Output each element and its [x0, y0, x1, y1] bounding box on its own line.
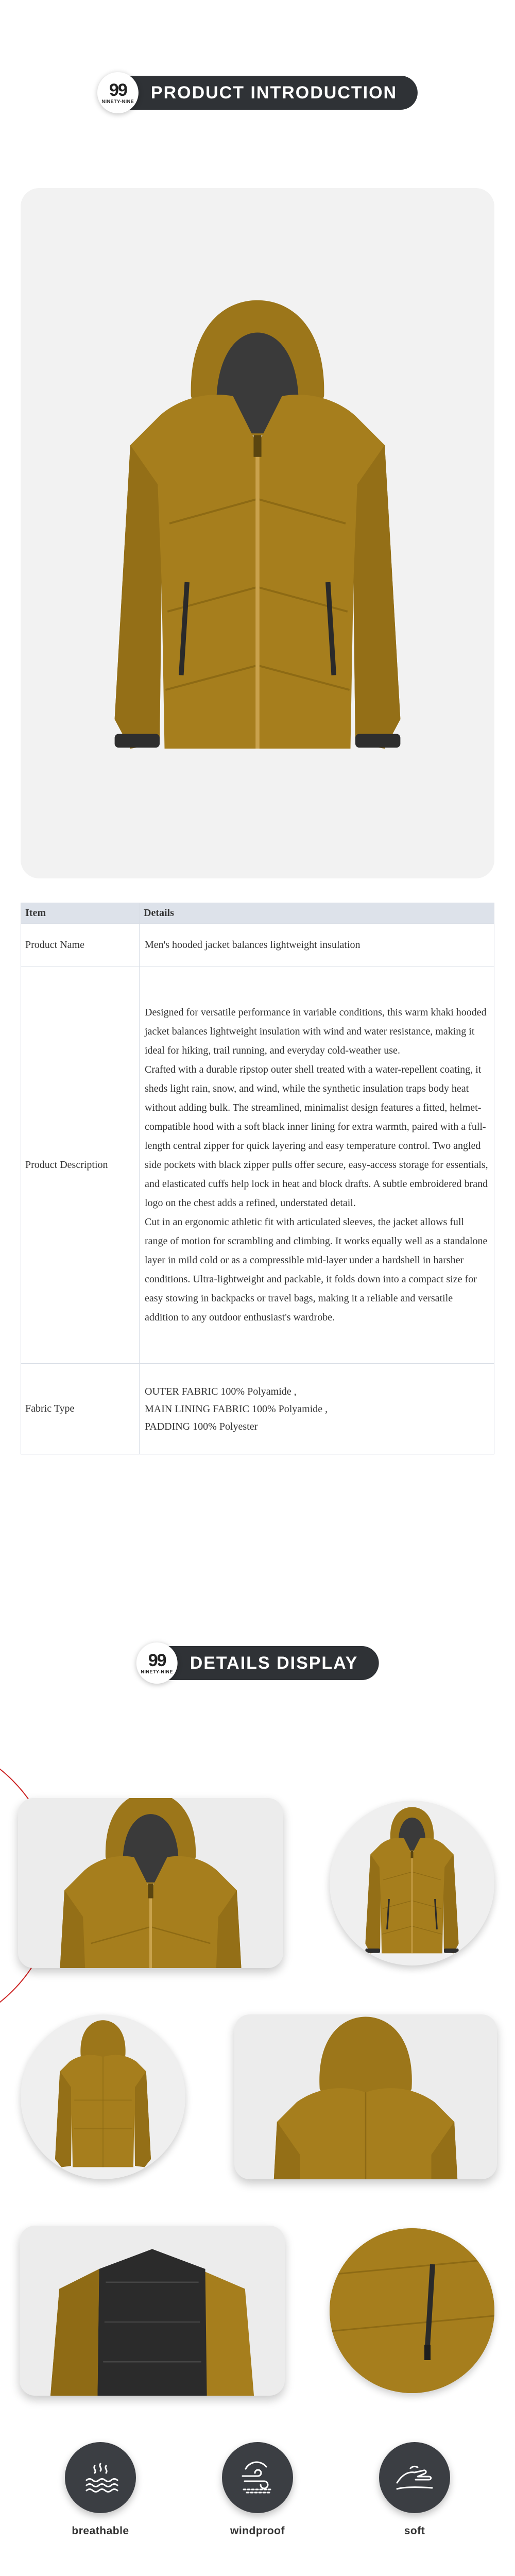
feature-soft	[353, 2442, 476, 2537]
description-paragraph: Cut in an ergonomic athletic fit with articulated sleeves, the jacket allows full range of motion for scrambling and climbing. It works equally well as a standalone layer in mild cold or as a compressible mid-layer under a hardshell in harsher conditions. Ultra-lightweight and packable, it folds down into a compact size for easy stowing in backpacks or travel bags, making it a reliable and versatile addition to any outdoor enthusiast's wardrobe.	[145, 1216, 488, 1323]
table-header-details: Details	[140, 903, 494, 924]
pocket-closeup	[330, 2228, 494, 2393]
feature-breathable	[39, 2442, 162, 2537]
section-title: DETAILS DISPLAY	[190, 1653, 358, 1673]
details-display-header	[136, 1642, 379, 1684]
detail-image-back	[21, 2014, 185, 2179]
section-title-pill	[157, 1646, 379, 1680]
windproof-icon	[222, 2442, 293, 2513]
fabric-type-label: Fabric Type	[21, 1364, 140, 1454]
hero-product-image	[21, 188, 494, 878]
brand-logo	[97, 72, 139, 113]
soft-icon	[379, 2442, 450, 2513]
product-name-label: Product Name	[21, 924, 140, 967]
breathable-icon	[65, 2442, 136, 2513]
table-row	[21, 1364, 494, 1454]
section-title: PRODUCT INTRODUCTION	[150, 82, 398, 103]
jacket-front-image	[62, 265, 453, 801]
feature-windproof	[196, 2442, 319, 2537]
product-name-value: Men's hooded jacket balances lightweight insulation	[140, 924, 494, 967]
product-description-label: Product Description	[21, 967, 140, 1364]
brand-logo-name: NINETY-NINE	[141, 1669, 173, 1674]
feature-label: soft	[404, 2525, 425, 2537]
fabric-line: MAIN LINING FABRIC 100% Polyamide ,	[145, 1403, 328, 1415]
table-row	[21, 967, 494, 1364]
fabric-type-value	[140, 1364, 494, 1454]
jacket-upper-crop	[18, 1798, 283, 1968]
brand-logo-number: 99	[109, 80, 127, 100]
feature-label: breathable	[72, 2525, 129, 2537]
jacket-open-crop	[20, 2226, 285, 2396]
table-header-item: Item	[21, 903, 140, 924]
brand-logo-number: 99	[148, 1651, 166, 1670]
jacket-back-crop	[234, 2014, 497, 2179]
jacket-full-small	[348, 1803, 476, 1963]
description-paragraph: Designed for versatile performance in variable conditions, this warm khaki hooded jacket balances lightweight insulation with wind and water resistance, making it ideal for hiking, trail running, and everyday cold-weather use.	[145, 1007, 487, 1056]
detail-image-inner-lining	[20, 2226, 285, 2396]
detail-image-back-upper	[234, 2014, 497, 2179]
detail-image-full-front	[330, 1801, 494, 1965]
table-row	[21, 924, 494, 967]
product-spec-table	[21, 903, 494, 1454]
brand-logo-name: NINETY-NINE	[101, 99, 134, 104]
description-paragraph: Crafted with a durable ripstop outer shell treated with a water-repellent coating, it sheds light rain, snow, and wind, while the synthetic insulation traps body heat without adding bulk. The streamlined, minimalist design features a fitted, helmet-compatible hood with a soft black inner lining for extra warmth, paired with a full-length central zipper for quick layering and easy temperature control. Two angled side pockets with black zipper pulls offer secure, easy-access storage for essentials, and elasticated cuffs help lock in heat and block drafts. A subtle embroidered brand logo on the chest adds a refined, understated detail.	[145, 1064, 488, 1209]
jacket-back-small	[39, 2017, 167, 2177]
feature-label: windproof	[230, 2525, 285, 2537]
detail-image-upper-body	[18, 1798, 283, 1968]
detail-image-pocket	[330, 2228, 494, 2393]
brand-logo	[136, 1642, 178, 1684]
product-introduction-header	[97, 72, 418, 113]
fabric-line: PADDING 100% Polyester	[145, 1420, 258, 1432]
fabric-line: OUTER FABRIC 100% Polyamide ,	[145, 1385, 297, 1397]
section-title-pill	[118, 76, 418, 110]
product-description-value	[140, 967, 494, 1364]
table-header-row	[21, 903, 494, 924]
